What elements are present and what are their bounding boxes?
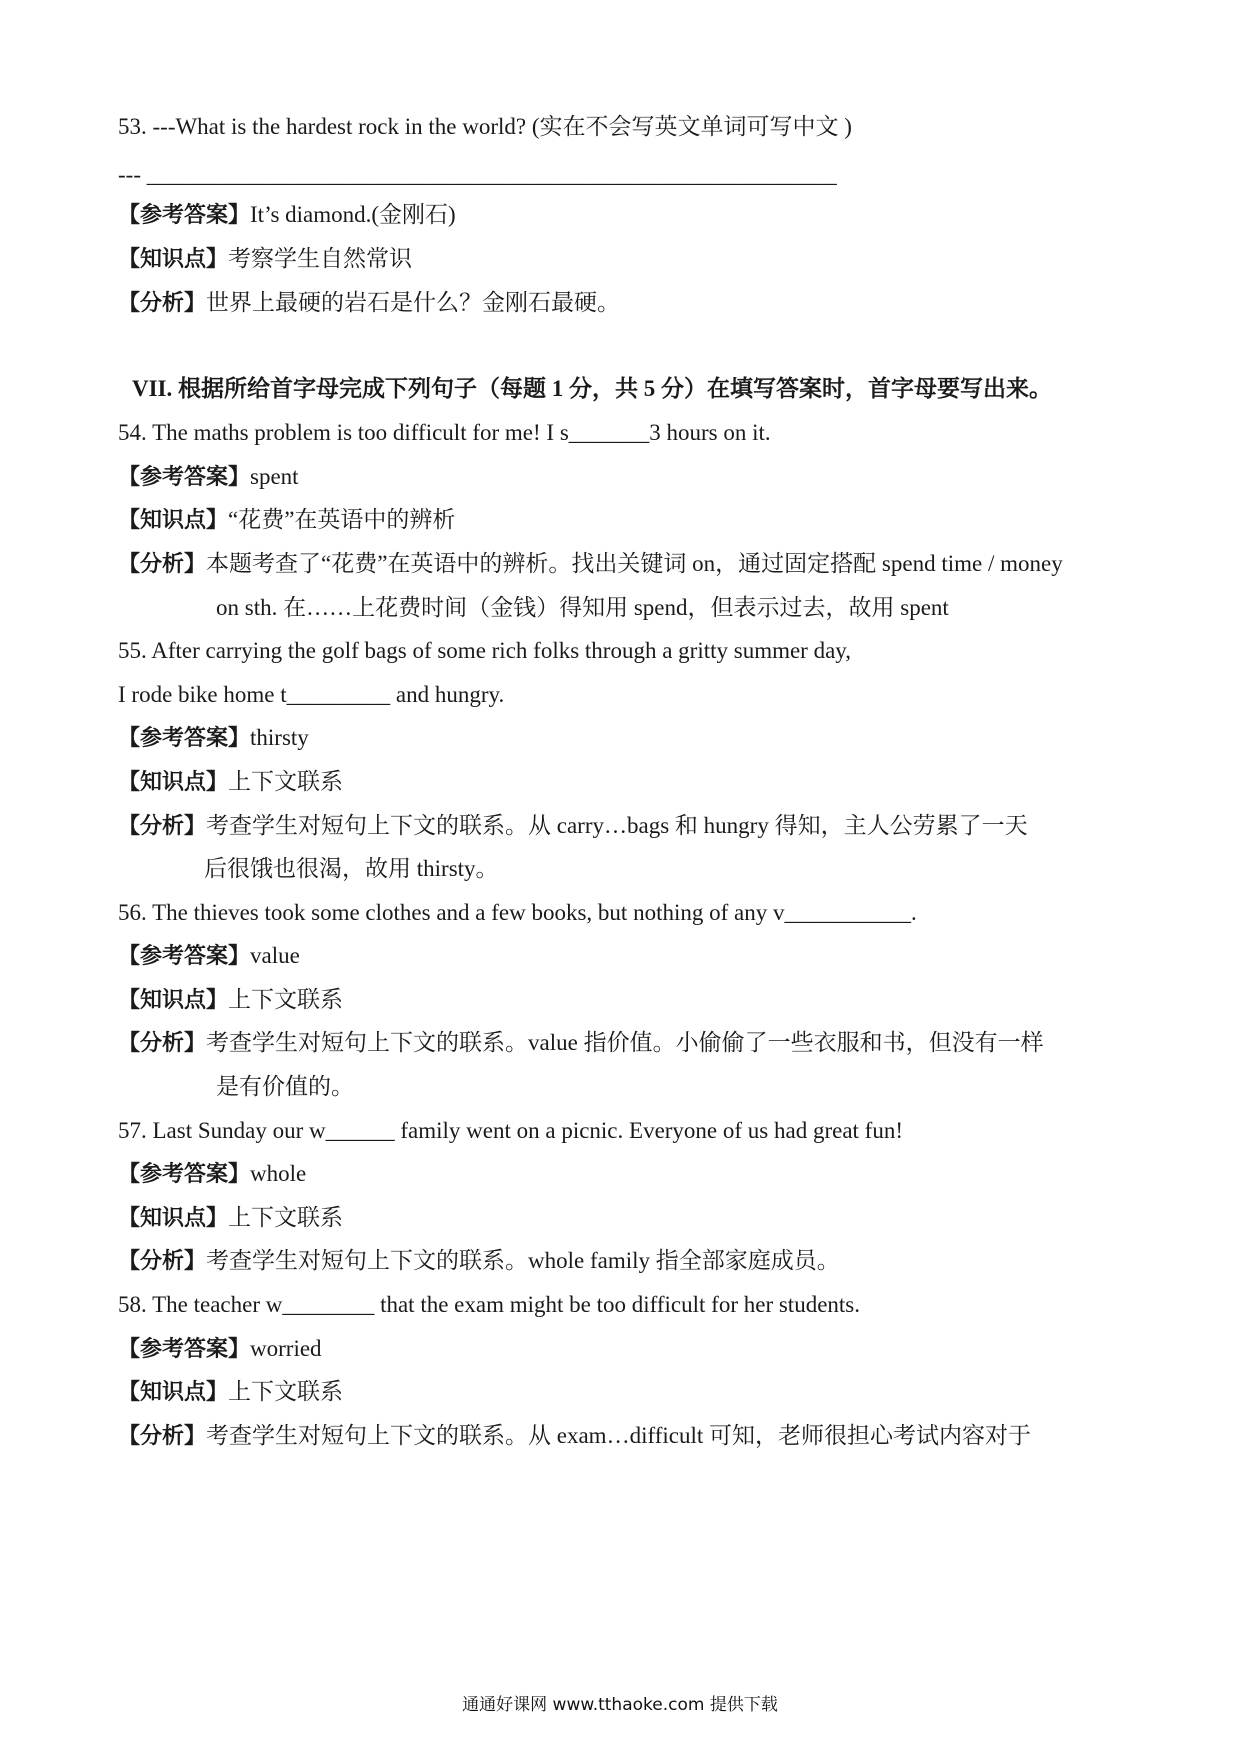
q54-answer-row bbox=[118, 462, 299, 493]
analysis-label: 【分析】 bbox=[118, 1424, 207, 1449]
knowledge-label: 【知识点】 bbox=[118, 247, 229, 272]
q54-question: 54. The maths problem is too difficult for me! I s_______3 hours on it. bbox=[118, 420, 771, 445]
q57-analysis-row bbox=[118, 1246, 840, 1277]
q55-question-2: I rode bike home t_________ and hungry. bbox=[118, 682, 505, 707]
analysis-label: 【分析】 bbox=[118, 552, 207, 577]
answer-label: 【参考答案】 bbox=[118, 465, 251, 490]
q55-analysis-1: 考查学生对短句上下文的联系。从 carry…bags 和 hungry 得知，主人公劳累了一天 bbox=[206, 813, 1028, 838]
q55-analysis-2: 后很饿也很渴，故用 thirsty。 bbox=[204, 856, 499, 881]
q53-knowledge-row bbox=[118, 244, 412, 275]
q55-knowledge-row bbox=[118, 767, 343, 798]
q55-question-1: 55. After carrying the golf bags of some rich folks through a gritty summer day, bbox=[118, 638, 852, 663]
q58-analysis-row bbox=[118, 1421, 1031, 1452]
q53-analysis-row bbox=[118, 288, 620, 319]
q54-analysis-2: on sth. 在……上花费时间（金钱）得知用 spend，但表示过去，故用 spent bbox=[216, 595, 949, 620]
q54-knowledge-row bbox=[118, 505, 455, 536]
q57-question: 57. Last Sunday our w______ family went on a picnic. Everyone of us had great fun! bbox=[118, 1118, 903, 1143]
q54-analysis-1: 本题考查了“花费”在英语中的辨析。找出关键词 on，通过固定搭配 spend time / money bbox=[206, 551, 1063, 576]
answer-label: 【参考答案】 bbox=[118, 726, 251, 751]
q56-answer-row bbox=[118, 941, 300, 972]
q56-answer: value bbox=[250, 943, 300, 968]
analysis-label: 【分析】 bbox=[118, 1031, 207, 1056]
q53-reply-line: --- ____________________________________________________________ bbox=[118, 162, 837, 187]
q58-knowledge-row bbox=[118, 1377, 343, 1408]
analysis-label: 【分析】 bbox=[118, 291, 207, 316]
q57-knowledge-row bbox=[118, 1203, 343, 1234]
q58-answer: worried bbox=[250, 1336, 322, 1361]
q54-answer: spent bbox=[250, 464, 299, 489]
q53-answer-row bbox=[118, 200, 456, 231]
q54-knowledge: “花费”在英语中的辨析 bbox=[228, 507, 456, 532]
q58-question: 58. The teacher w________ that the exam might be too difficult for her students. bbox=[118, 1292, 860, 1317]
q55-knowledge: 上下文联系 bbox=[228, 769, 344, 794]
q56-analysis-2: 是有价值的。 bbox=[216, 1074, 354, 1099]
knowledge-label: 【知识点】 bbox=[118, 988, 229, 1013]
q53-analysis: 世界上最硬的岩石是什么？金刚石最硬。 bbox=[206, 290, 621, 315]
q54-analysis-row bbox=[118, 549, 1063, 580]
answer-label: 【参考答案】 bbox=[118, 1162, 251, 1187]
q57-answer: whole bbox=[250, 1161, 307, 1186]
q57-answer-row bbox=[118, 1159, 306, 1190]
q56-question: 56. The thieves took some clothes and a few books, but nothing of any v___________. bbox=[118, 900, 917, 925]
q56-analysis-row bbox=[118, 1028, 1044, 1059]
q55-answer-row bbox=[118, 723, 309, 754]
analysis-label: 【分析】 bbox=[118, 814, 207, 839]
q56-knowledge-row bbox=[118, 985, 343, 1016]
answer-label: 【参考答案】 bbox=[118, 944, 251, 969]
q55-analysis-row bbox=[118, 811, 1028, 842]
knowledge-label: 【知识点】 bbox=[118, 508, 229, 533]
knowledge-label: 【知识点】 bbox=[118, 770, 229, 795]
q56-knowledge: 上下文联系 bbox=[228, 987, 344, 1012]
q58-knowledge: 上下文联系 bbox=[228, 1379, 344, 1404]
knowledge-label: 【知识点】 bbox=[118, 1206, 229, 1231]
q56-analysis-1: 考查学生对短句上下文的联系。value 指价值。小偷偷了一些衣服和书，但没有一样 bbox=[206, 1030, 1044, 1055]
section-7-heading: VII. 根据所给首字母完成下列句子（每题 1 分，共 5 分）在填写答案时，首字母要写出来。 bbox=[132, 376, 1053, 401]
analysis-label: 【分析】 bbox=[118, 1249, 207, 1274]
q57-analysis: 考查学生对短句上下文的联系。whole family 指全部家庭成员。 bbox=[206, 1248, 840, 1273]
page-footer: 通通好课网 www.tthaoke.com 提供下载 bbox=[462, 1695, 778, 1715]
q58-answer-row bbox=[118, 1334, 322, 1365]
q58-analysis: 考查学生对短句上下文的联系。从 exam…difficult 可知，老师很担心考试内容对于 bbox=[206, 1423, 1031, 1448]
q53-answer: It’s diamond.(金刚石) bbox=[250, 202, 456, 227]
q53-knowledge: 考察学生自然常识 bbox=[228, 246, 413, 271]
q53-question: 53. ---What is the hardest rock in the world? (实在不会写英文单词可写中文 ) bbox=[118, 114, 852, 139]
q55-answer: thirsty bbox=[250, 725, 309, 750]
knowledge-label: 【知识点】 bbox=[118, 1380, 229, 1405]
answer-label: 【参考答案】 bbox=[118, 1337, 251, 1362]
answer-label: 【参考答案】 bbox=[118, 203, 251, 228]
q57-knowledge: 上下文联系 bbox=[228, 1205, 344, 1230]
